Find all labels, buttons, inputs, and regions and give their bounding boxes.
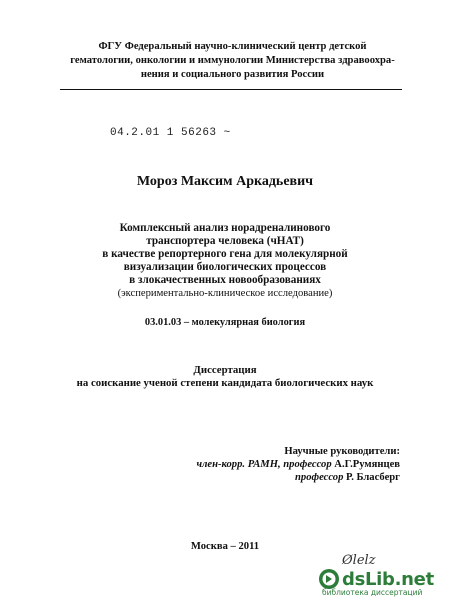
supervisor-1 [196, 458, 400, 471]
dslib-logo-icon [318, 568, 340, 590]
supervisor-2-name: Р. Бласберг [346, 472, 400, 483]
author-name: Мороз Максим Аркадьевич [136, 174, 314, 189]
dissertation-heading: Диссертация [193, 364, 257, 376]
watermark-tagline: библиотека диссертаций [322, 588, 423, 597]
handwritten-signature: Ølelz [342, 553, 376, 568]
supervisor-1-role: член-корр. РАМН, профессор [196, 459, 332, 470]
supervisors-heading: Научные руководители: [284, 446, 400, 457]
supervisor-2-role: профессор [295, 472, 344, 483]
header-line-2: гематологии, онкологии и иммунологии Министерства здравоохра- [70, 55, 395, 66]
supervisor-2 [196, 471, 400, 484]
supervisor-1-name: А.Г.Румянцев [334, 459, 400, 470]
dissertation-degree: на соискание ученой степени кандидата биологических наук [76, 377, 374, 389]
title-line-5: в злокачественных новообразованиях [129, 274, 321, 286]
title-line-2: транспортера человека (чНАТ) [146, 235, 304, 247]
specialty-code: 03.01.03 – молекулярная биология [144, 317, 306, 328]
header-line-3: нения и социального развития России [140, 69, 325, 80]
supervisors-block [196, 445, 400, 484]
dissertation-title [0, 222, 450, 300]
dissertation-purpose [0, 364, 450, 390]
registration-stamp: 04.2.01 1 56263 ~ [110, 127, 231, 139]
institution-header [60, 40, 405, 82]
title-line-4: визуализации биологических процессов [123, 261, 327, 273]
watermark-brand: dsLib.net [342, 568, 434, 590]
header-line-1: ФГУ Федеральный научно-клинический центр детской [98, 41, 367, 52]
header-divider [60, 89, 402, 90]
title-subtitle: (экспериментально-клиническое исследование) [117, 288, 333, 299]
city-year: Москва – 2011 [190, 541, 260, 552]
title-line-1: Комплексный анализ норадреналинового [119, 222, 331, 234]
watermark-main [318, 568, 450, 590]
dslib-watermark[interactable] [318, 568, 450, 616]
title-line-3: в качестве репортерного гена для молекулярной [102, 248, 348, 260]
